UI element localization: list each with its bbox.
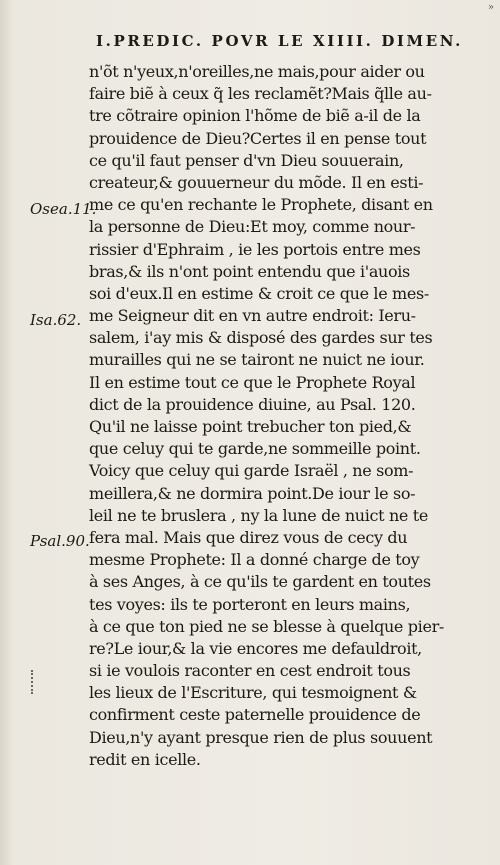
text-line: re?Le iour,& la vie encores me defauldroit,	[89, 638, 422, 658]
text-line: redit en icelle.	[89, 749, 201, 769]
text-line: me ce qu'en rechante le Prophete, disant en	[89, 195, 433, 215]
text-line: leil ne te bruslera , ny la lune de nuict ne te	[89, 505, 428, 525]
text-line: tre cõtraire opinion l'hõme de biẽ a-il de la	[89, 106, 421, 126]
text-line: Il en estime tout ce que le Prophete Royal	[89, 372, 416, 392]
corner-mark: »	[487, 2, 494, 13]
margin-note-osea: Osea.11.	[30, 200, 97, 218]
margin-note-psal: Psal.90.	[30, 532, 90, 550]
text-line: à ce que ton pied ne se blesse à quelque pier-	[89, 616, 444, 636]
text-line: salem, i'ay mis & disposé des gardes sur tes	[89, 328, 433, 348]
margin-dotted-mark	[31, 670, 36, 694]
text-line: me Seigneur dit en vn autre endroit: Ieru-	[89, 306, 416, 326]
text-line: les lieux de l'Escriture, qui tesmoignent &	[89, 683, 417, 703]
text-line: Dieu,n'y ayant presque rien de plus souuent	[89, 727, 433, 747]
text-line: n'õt n'yeux,n'oreilles,ne mais,pour aider ou	[89, 62, 425, 81]
text-line: meillera,& ne dormira point.De iour le so-	[89, 483, 416, 503]
text-line: murailles qui ne se tairont ne nuict ne iour.	[89, 350, 425, 370]
running-head: I.PREDIC. POVR LE XIIII. DIMEN.	[96, 32, 463, 50]
text-line: faire biẽ à ceux q̃ les reclamẽt?Mais q̃lle au-	[89, 84, 432, 104]
text-line: si ie voulois raconter en cest endroit tous	[89, 661, 411, 681]
margin-note-isa: Isa.62.	[30, 311, 82, 329]
text-line: dict de la prouidence diuine, au Psal. 120.	[89, 394, 416, 414]
text-line: Qu'il ne laisse point trebucher ton pied,&	[89, 417, 412, 436]
text-line: la personne de Dieu:Et moy, comme nour-	[89, 217, 416, 237]
text-line: bras,& ils n'ont point entendu que i'auois	[89, 261, 410, 281]
text-line: confirment ceste paternelle prouidence de	[89, 705, 421, 725]
text-line: mesme Prophete: Il a donné charge de toy	[89, 550, 420, 570]
text-line: createur,& gouuerneur du mõde. Il en esti-	[89, 172, 424, 192]
text-line: rissier d'Ephraim , ie les portois entre mes	[89, 239, 421, 259]
text-line: prouidence de Dieu?Certes il en pense tout	[89, 128, 427, 148]
text-line: soi d'eux.Il en estime & croit ce que le mes-	[89, 283, 429, 303]
text-line: Voicy que celuy qui garde Israël , ne som-	[89, 461, 414, 481]
text-line: ce qu'il faut penser d'vn Dieu souuerain,	[89, 150, 404, 170]
text-line: tes voyes: ils te porteront en leurs mains,	[89, 594, 411, 614]
body-text	[89, 61, 467, 771]
text-line: à ses Anges, à ce qu'ils te gardent en toutes	[89, 572, 431, 592]
text-line: que celuy qui te garde,ne sommeille point.	[89, 439, 421, 459]
text-line: fera mal. Mais que direz vous de cecy du	[89, 527, 408, 547]
